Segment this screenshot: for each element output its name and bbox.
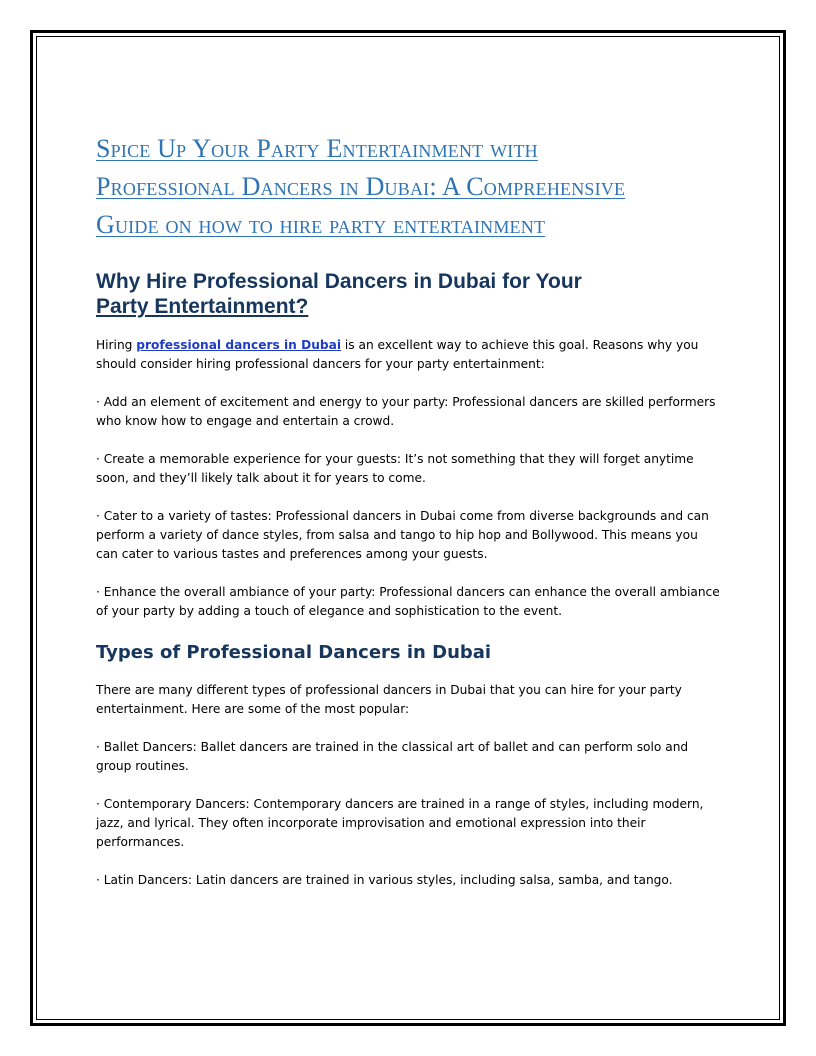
bullet-ambiance: · Enhance the overall ambiance of your party: Professional dancers can enhance the overall ambiance of your party by adding a touch of elegance and sophistication to the event.: [96, 585, 720, 618]
bullet-variety: · Cater to a variety of tastes: Professional dancers in Dubai come from diverse backgrounds and can perform a variety of dance styles, from salsa and tango to hip hop and Bollywood. This means you can cater to various tastes and preferences among your guests.: [96, 509, 709, 561]
document-title: [96, 130, 722, 244]
bullet-contemporary: · Contemporary Dancers: Contemporary dancers are trained in a range of styles, including modern, jazz, and lyrical. They often incorporate improvisation and emotional expression into their performances.: [96, 797, 704, 849]
intro-paragraph: [96, 336, 722, 374]
bullet-memorable: · Create a memorable experience for your guests: It’s not something that they will forget anytime soon, and they’ll likely talk about it for years to come.: [96, 452, 694, 485]
section-heading-line-2: Party Entertainment?: [96, 295, 309, 318]
title-line-2: Professional Dancers in Dubai: A Comprehensive: [96, 172, 626, 201]
bullet-latin: · Latin Dancers: Latin dancers are trained in various styles, including salsa, samba, and tango.: [96, 873, 673, 887]
section-heading-types: Types of Professional Dancers in Dubai: [96, 642, 492, 663]
document-body: [96, 130, 722, 890]
professional-dancers-link[interactable]: professional dancers in Dubai: [136, 338, 341, 352]
title-line-3: Guide on how to hire party entertainment: [96, 210, 546, 239]
bullet-excitement: · Add an element of excitement and energy to your party: Professional dancers are skilled performers who know how to engage and entertain a crowd.: [96, 395, 716, 428]
bullet-ballet: · Ballet Dancers: Ballet dancers are trained in the classical art of ballet and can perform solo and group routines.: [96, 740, 689, 773]
title-line-1: Spice Up Your Party Entertainment with: [96, 134, 538, 163]
section-heading-line-1: Why Hire Professional Dancers in Dubai for Your: [96, 270, 582, 293]
intro-text-end: is an excellent way to achieve this goal. Reasons why you should consider hiring professional dancers for your party entertainment:: [96, 338, 699, 371]
types-intro-paragraph: There are many different types of professional dancers in Dubai that you can hire for your party entertainment. Here are some of the most popular:: [96, 683, 682, 716]
section-heading-why-hire: [96, 269, 722, 319]
intro-text-start: Hiring: [96, 338, 137, 352]
